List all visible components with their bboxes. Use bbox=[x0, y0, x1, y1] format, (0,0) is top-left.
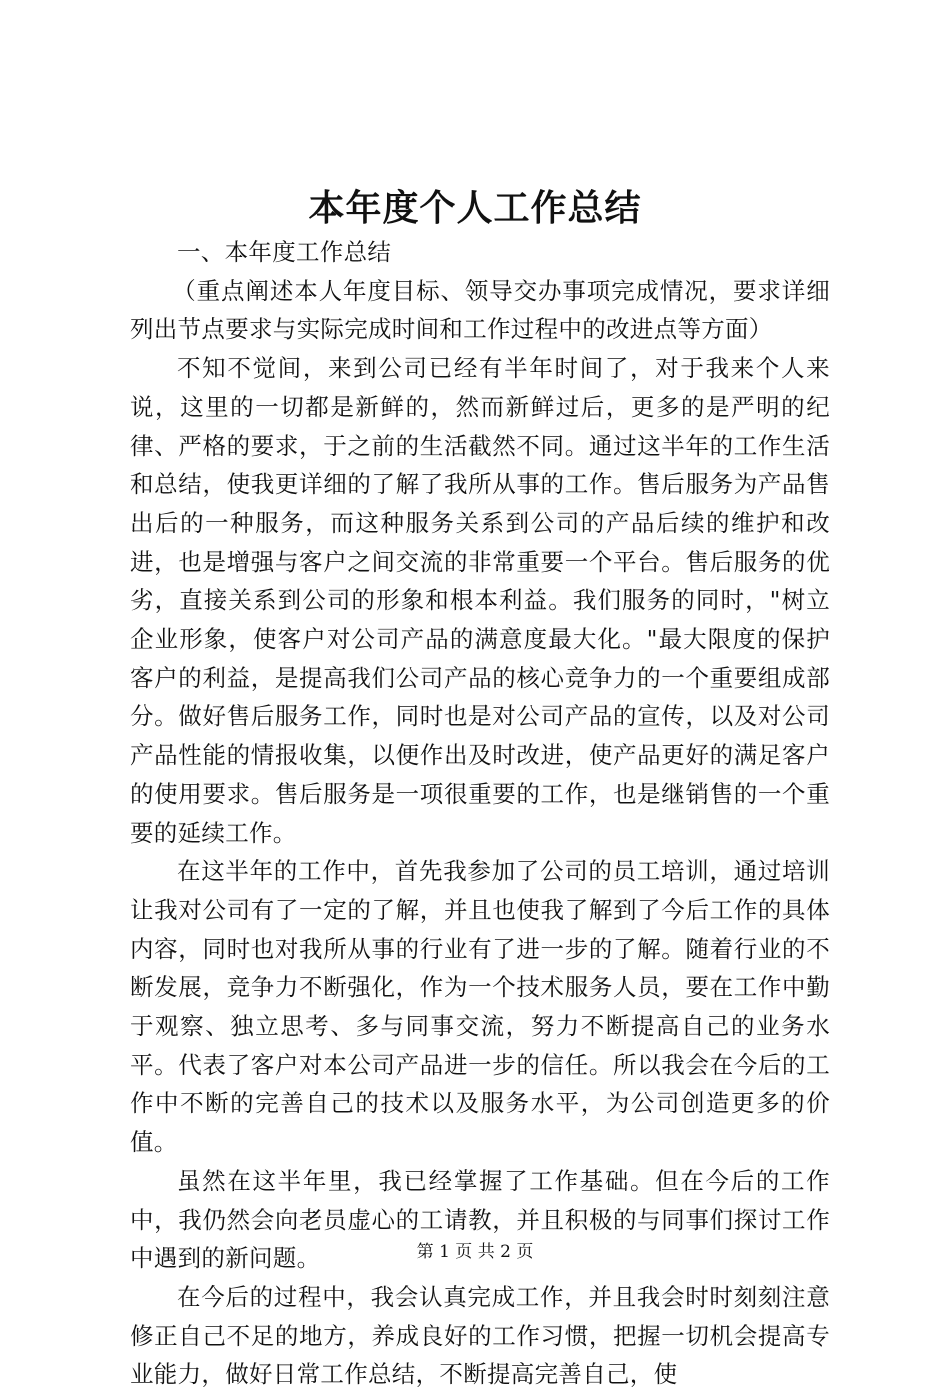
body-paragraph-3: 虽然在这半年里，我已经掌握了工作基础。但在今后的工作中，我仍然会向老员虚心的工请教，并且积极的与同事们探讨工作中遇到的新问题。 bbox=[130, 1166, 830, 1273]
page-footer: 第 1 页 共 2 页 bbox=[416, 1242, 534, 1262]
document-body bbox=[130, 233, 830, 1394]
instruction-note: （重点阐述本人年度目标、领导交办事项完成情况，要求详细列出节点要求与实际完成时间和工作过程中的改进点等方面） bbox=[130, 276, 830, 344]
document-title: 本年度个人工作总结 bbox=[308, 187, 642, 229]
body-paragraph-2: 在这半年的工作中，首先我参加了公司的员工培训，通过培训让我对公司有了一定的了解，并且也使我了解到了今后工作的具体内容，同时也对我所从事的行业有了进一步的了解。随着行业的不断发展，竞争力不断强化，作为一个技术服务人员，要在工作中勤于观察、独立思考、多与同事交流，努力不断提高自己的业务水平。代表了客户对本公司产品进一步的信任。所以我会在今后的工作中不断的完善自己的技术以及服务水平，为公司创造更多的价值。 bbox=[130, 857, 830, 1157]
section-heading: 一、本年度工作总结 bbox=[177, 238, 392, 266]
body-paragraph-4: 在今后的过程中，我会认真完成工作，并且我会时时刻刻注意修正自己不足的地方，养成良好的工作习惯，把握一切机会提高专业能力，做好日常工作总结，不断提高完善自己，使 bbox=[130, 1282, 830, 1389]
body-paragraph-1: 不知不觉间，来到公司已经有半年时间了，对于我来个人来说，这里的一切都是新鲜的，然而新鲜过后，更多的是严明的纪律、严格的要求，于之前的生活截然不同。通过这半年的工作生活和总结，使我更详细的了解了我所从事的工作。售后服务为产品售出后的一种服务，而这种服务关系到公司的产品后续的维护和改进，也是增强与客户之间交流的非常重要一个平台。售后服务的优劣，直接关系到公司的形象和根本利益。我们服务的同时，"树立企业形象，使客户对公司产品的满意度最大化。"最大限度的保护客户的利益，是提高我们公司产品的核心竞争力的一个重要组成部分。做好售后服务工作，同时也是对公司产品的宣传，以及对公司产品性能的情报收集，以便作出及时改进，使产品更好的满足客户的使用要求。售后服务是一项很重要的工作，也是继销售的一个重要的延续工作。 bbox=[130, 354, 830, 847]
